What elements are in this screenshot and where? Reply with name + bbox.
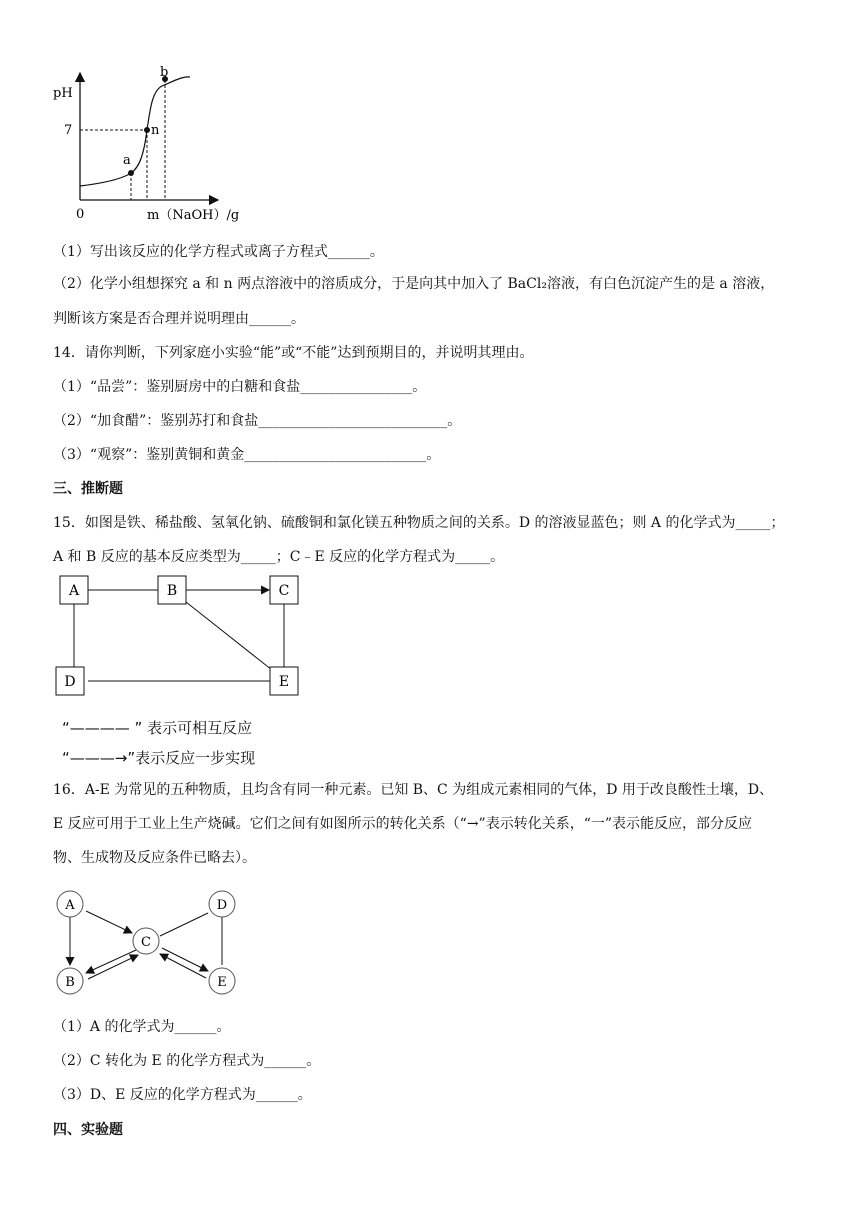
q14-part1: （1）“品尝”：鉴别厨房中的白糖和食盐________________。: [53, 379, 427, 395]
q16-line2: E 反应可用于工业上生产烧碱。它们之间有如图所示的转化关系（“→”表示转化关系，“一”表示能反应，部分反应: [53, 816, 753, 832]
node-a-label: A: [68, 583, 80, 599]
section-3-heading: 三、推断题: [53, 481, 123, 497]
q16-part3: （3）D、E 反应的化学方程式为______。: [53, 1087, 312, 1103]
section-4-heading: 四、实验题: [53, 1122, 123, 1138]
origin-label: 0: [76, 207, 85, 222]
q16-part1: （1）A 的化学式为______。: [53, 1019, 231, 1035]
q15-line2: A 和 B 反应的基本反应类型为_____；C﹣E 反应的化学方程式为_____。: [53, 549, 505, 565]
q14-part2: （2）“加食醋”：鉴别苏打和食盐___________________________。: [53, 413, 462, 429]
q13-part2-line2: 判断该方案是否合理并说明理由______。: [53, 311, 305, 327]
point-a-label: a: [123, 153, 131, 168]
node-a-label: A: [65, 898, 75, 913]
q15-line1: 15．如图是铁、稀盐酸、氢氧化钠、硫酸铜和氯化镁五种物质之间的关系。D 的溶液显蓝色；则 A 的化学式为_____；: [53, 515, 785, 531]
node-d-label: D: [64, 674, 76, 690]
titration-curve: [80, 77, 190, 186]
q14-stem: 14．请你判断，下列家庭小实验“能”或“不能”达到预期目的，并说明其理由。: [53, 345, 534, 361]
q16-line1: 16．A-E 为常见的五种物质，且均含有同一种元素。已知 B、C 为组成元素相同的气体，D 用于改良酸性土壤，D、: [53, 782, 774, 798]
q15-legend-arrow: “———→”表示反应一步实现: [62, 749, 256, 767]
x-axis-label: m（NaOH）/g: [147, 208, 240, 223]
q15-diagram: [50, 570, 310, 705]
q14-part3: （3）“观察”：鉴别黄铜和黄金__________________________。: [53, 447, 441, 463]
point-n: [144, 127, 150, 133]
q13-part2-line1: （2）化学小组想探究 a 和 n 两点溶液中的溶质成分，于是向其中加入了 BaCl₂溶液，有白色沉淀产生的是 a 溶液，: [53, 276, 775, 292]
node-c-label: C: [141, 935, 151, 950]
titration-chart: [50, 65, 270, 230]
point-a: [128, 170, 134, 176]
y-axis-label: pH: [53, 86, 73, 101]
y-tick-7: 7: [64, 123, 73, 138]
node-e-label: E: [217, 975, 227, 990]
node-b-label: B: [65, 975, 75, 990]
point-n-label: n: [151, 123, 160, 138]
node-b-label: B: [166, 583, 178, 599]
q16-line3: 物、生成物及反应条件已略去）。: [53, 850, 256, 866]
q13-part1: （1）写出该反应的化学方程式或离子方程式______。: [53, 244, 384, 260]
node-c-label: C: [278, 583, 290, 599]
q16-diagram: [50, 885, 250, 1000]
node-e-label: E: [278, 674, 290, 690]
q16-part2: （2）C 转化为 E 的化学方程式为______。: [53, 1053, 321, 1069]
node-d-label: D: [216, 898, 228, 913]
q15-legend-line: “———— ” 表示可相互反应: [62, 719, 253, 737]
point-b-label: b: [160, 65, 169, 80]
